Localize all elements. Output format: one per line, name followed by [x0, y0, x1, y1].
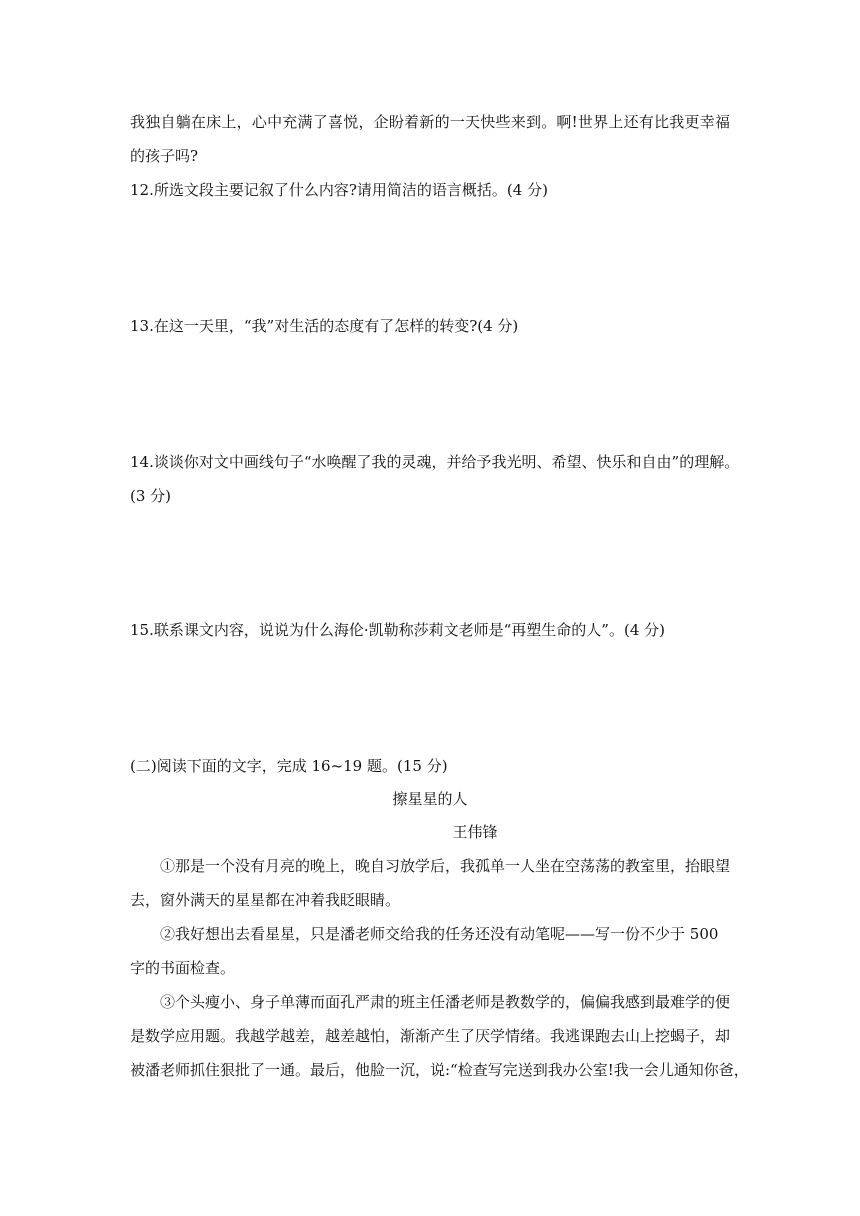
question-14-line-1: 14.谈谈你对文中画线句子“水唤醒了我的灵魂，并给予我光明、希望、快乐和自由”的理解。 [130, 453, 740, 471]
paragraph-2-line-1: ②我好想出去看星星，只是潘老师交给我的任务还没有动笔呢——写一份不少于 500 [160, 925, 719, 943]
intro-line-2: 的孩子吗? [130, 147, 199, 165]
question-15: 15.联系课文内容，说说为什么海伦·凯勒称莎莉文老师是“再塑生命的人”。(4 分) [130, 621, 665, 639]
paragraph-1-line-1: ①那是一个没有月亮的晚上，晚自习放学后，我孤单一人坐在空荡荡的教室里，抬眼望 [160, 857, 731, 875]
paragraph-3-line-2: 是数学应用题。我越学越差，越差越怕，渐渐产生了厌学情绪。我逃课跑去山上挖蝎子，却 [130, 1027, 731, 1045]
question-13: 13.在这一天里，“我”对生活的态度有了怎样的转变?(4 分) [130, 317, 519, 335]
paragraph-3-line-3: 被潘老师抓住狠批了一通。最后，他脸一沉，说:“检查写完送到我办公室!我一会儿通知你爸， [130, 1061, 749, 1079]
paragraph-2-line-2: 字的书面检查。 [130, 959, 236, 977]
question-12: 12.所选文段主要记叙了什么内容?请用简洁的语言概括。(4 分) [130, 181, 548, 199]
article-title: 擦星星的人 [392, 790, 468, 808]
article-author: 王伟锋 [452, 823, 498, 841]
intro-line-1: 我独自躺在床上，心中充满了喜悦，企盼着新的一天快些来到。啊!世界上还有比我更幸福 [130, 113, 730, 131]
paragraph-3-line-1: ③个头瘦小、身子单薄而面孔严肃的班主任潘老师是教数学的，偏偏我感到最难学的便 [160, 993, 731, 1011]
paragraph-1-line-2: 去，窗外满天的星星都在冲着我眨眼睛。 [130, 891, 401, 909]
section-heading: (二)阅读下面的文字，完成 16~19 题。(15 分) [130, 757, 448, 775]
question-14-line-2: (3 分) [130, 487, 172, 505]
